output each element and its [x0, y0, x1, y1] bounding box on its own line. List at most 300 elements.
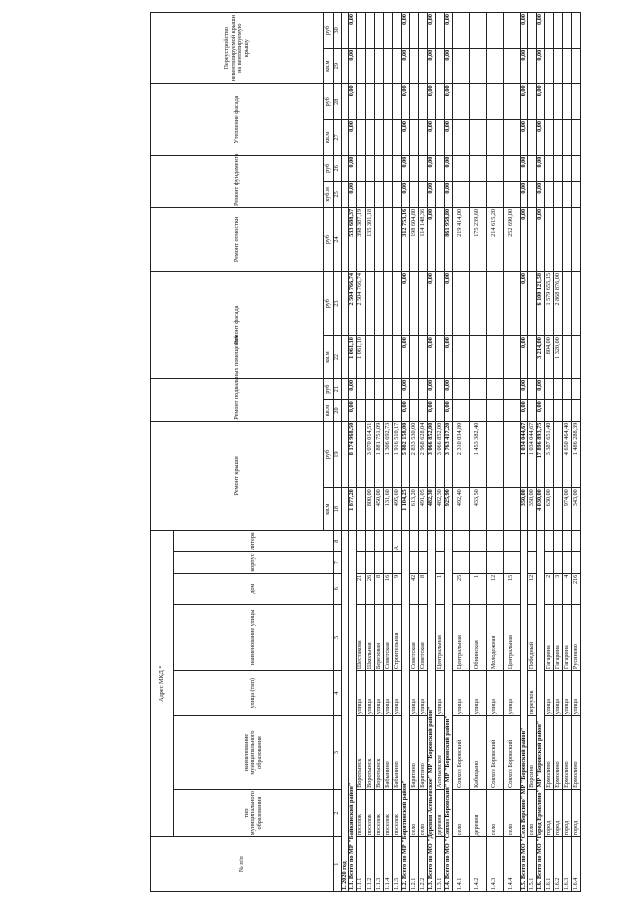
header-street-type: улица (тип): [174, 671, 334, 716]
table-cell: 0,00: [428, 155, 436, 181]
table-cell: улица: [503, 671, 520, 716]
table-cell: [486, 530, 503, 551]
table-cell: 0,00: [402, 181, 410, 207]
table-cell: [452, 181, 469, 207]
table-cell: 0,00: [537, 84, 545, 120]
table-cell: Бабынино: [393, 716, 402, 790]
table-cell: 482,30: [428, 488, 436, 531]
table-cell: [528, 552, 537, 573]
table-cell: 0,00: [349, 400, 357, 421]
table-cell: Барятино: [409, 716, 418, 790]
column-number: 8: [334, 530, 342, 551]
table-cell: [469, 378, 486, 399]
table-cell: 0,00: [428, 336, 436, 379]
table-cell: 1.3.1: [435, 837, 444, 892]
column-number: 25: [334, 181, 342, 207]
table-cell: [503, 421, 520, 488]
table-cell: [553, 181, 562, 207]
table-cell: 1.6.1: [544, 837, 553, 892]
table-cell: 1 061,10: [356, 336, 365, 379]
table-cell: Центральная: [503, 604, 520, 671]
table-cell: поселок: [365, 789, 374, 837]
table-cell: [374, 13, 383, 49]
table-row: [544, 13, 553, 892]
table-cell: 3 070 014,51: [365, 421, 374, 488]
table-row: [486, 13, 503, 892]
table-cell: 219 414,00: [452, 207, 469, 271]
table-cell: 491,05: [419, 488, 428, 531]
table-cell: [384, 378, 393, 399]
column-number: 18: [334, 488, 342, 531]
unit-facade-rub: руб: [324, 272, 334, 336]
table-cell: 198 604,80: [409, 207, 418, 271]
table-cell: [563, 378, 572, 399]
table-cell: [409, 530, 418, 551]
table-cell: 0,00: [445, 155, 453, 181]
section-title: 1.4. Всего по МО "Совхоз Боровский" МР "Боровский район": [445, 530, 453, 891]
table-cell: [384, 84, 393, 120]
table-cell: [365, 120, 374, 156]
column-number: 6: [334, 573, 342, 604]
table-cell: [572, 207, 581, 271]
table-cell: 16: [384, 573, 393, 604]
table-row: [384, 13, 393, 892]
table-cell: село: [503, 789, 520, 837]
table-cell: 135 301,18: [365, 207, 374, 271]
table-row: [553, 13, 562, 892]
table-cell: [563, 336, 572, 379]
table-cell: [365, 48, 374, 84]
column-number: 26: [334, 155, 342, 181]
table-cell: 1 486 288,39: [572, 421, 581, 488]
column-number: 3: [334, 716, 342, 790]
table-cell: 26: [365, 573, 374, 604]
table-cell: улица: [469, 671, 486, 716]
table-cell: [503, 400, 520, 421]
table-cell: [356, 48, 365, 84]
table-cell: 175 239,60: [469, 207, 486, 271]
table-cell: 1 306 692,73: [384, 421, 393, 488]
table-cell: 2 504 766,74: [349, 272, 357, 336]
table-cell: [572, 336, 581, 379]
table-cell: 1.1.1: [356, 837, 365, 892]
table-cell: [384, 336, 393, 379]
table-cell: 12: [528, 573, 537, 604]
table-cell: [365, 272, 374, 336]
table-cell: поселок: [356, 789, 365, 837]
table-cell: 131,60: [384, 488, 393, 531]
unit-basement-rub: руб: [324, 378, 334, 399]
table-cell: 1.6.3: [563, 837, 572, 892]
table-cell: Победный: [528, 604, 537, 671]
table-cell: 21: [356, 573, 365, 604]
table-cell: [563, 552, 572, 573]
table-row: [469, 13, 486, 892]
header-row-no: № п/п: [151, 837, 334, 892]
table-cell: Гагарина: [563, 604, 572, 671]
header-house: дом: [174, 573, 334, 604]
table-cell: 0,00: [520, 181, 528, 207]
table-cell: [503, 120, 520, 156]
table-cell: 1.1.3: [374, 837, 383, 892]
table-cell: [572, 272, 581, 336]
table-cell: [469, 552, 486, 573]
table-cell: [469, 181, 486, 207]
table-cell: 482,30: [435, 488, 444, 531]
table-cell: [486, 552, 503, 573]
table-body: [341, 13, 581, 892]
table-cell: [503, 530, 520, 551]
table-cell: [384, 400, 393, 421]
table-cell: улица: [384, 671, 393, 716]
table-cell: [374, 530, 383, 551]
table-cell: [469, 530, 486, 551]
table-cell: деревня: [435, 789, 444, 837]
table-cell: [384, 272, 393, 336]
table-cell: [452, 378, 469, 399]
table-cell: [503, 378, 520, 399]
table-cell: [503, 84, 520, 120]
table-cell: [553, 488, 562, 531]
table-cell: [572, 120, 581, 156]
table-cell: 0,00: [402, 272, 410, 336]
table-cell: 8 174 968,50: [349, 421, 357, 488]
table-cell: 3 387 651,40: [544, 421, 553, 488]
table-cell: [563, 530, 572, 551]
table-cell: 0,00: [349, 48, 357, 84]
table-cell: село: [452, 789, 469, 837]
table-cell: [356, 120, 365, 156]
table-cell: [356, 488, 365, 531]
table-cell: 0,00: [402, 378, 410, 399]
column-number: 22: [334, 336, 342, 379]
table-cell: 252 690,00: [503, 207, 520, 271]
table-cell: 2 504 766,74: [356, 272, 365, 336]
table-cell: 42: [409, 573, 418, 604]
table-cell: [374, 207, 383, 271]
table-row: [563, 13, 572, 892]
table-cell: Воротынск: [356, 716, 365, 790]
table-cell: [365, 13, 374, 49]
table-cell: [486, 400, 503, 421]
table-cell: улица: [486, 671, 503, 716]
table-cell: [356, 400, 365, 421]
table-cell: 0,00: [520, 120, 528, 156]
table-cell: улица: [374, 671, 383, 716]
table-cell: поселок: [384, 789, 393, 837]
table-cell: 0,00: [537, 13, 545, 49]
table-cell: 0,00: [520, 207, 528, 271]
table-cell: 312 753,16: [402, 207, 410, 271]
table-cell: 1 579 655,15: [544, 272, 553, 336]
column-number: 21: [334, 378, 342, 399]
table-row: [452, 13, 469, 892]
table-cell: улица: [409, 671, 418, 716]
table-cell: [553, 48, 562, 84]
table-cell: город: [553, 789, 562, 837]
table-cell: 4: [563, 573, 572, 604]
table-cell: [544, 48, 553, 84]
table-cell: Советская: [419, 604, 428, 671]
table-cell: поселок: [393, 789, 402, 837]
table-cell: 4 650 464,40: [563, 421, 572, 488]
table-cell: [486, 13, 503, 49]
table-cell: А: [393, 530, 402, 551]
table-cell: 0,00: [537, 378, 545, 399]
table-row: [572, 13, 581, 892]
header-foundation: Ремонт фундамента: [151, 155, 324, 207]
table-cell: 1 034 044,67: [528, 421, 537, 488]
table-cell: 1 061,10: [349, 336, 357, 379]
table-cell: 0,00: [428, 120, 436, 156]
table-cell: [419, 530, 428, 551]
table-cell: 0,00: [428, 378, 436, 399]
table-cell: [452, 48, 469, 84]
table-cell: 0,00: [428, 48, 436, 84]
table-cell: [553, 120, 562, 156]
table-cell: 0,00: [349, 84, 357, 120]
table-cell: 17 896 893,75: [537, 421, 545, 488]
table-cell: 0,00: [520, 13, 528, 49]
column-number: 30: [334, 13, 342, 49]
table-cell: 8: [419, 573, 428, 604]
header-address-group: Адрес МКД *: [151, 530, 174, 836]
table-cell: 0,00: [428, 84, 436, 120]
table-cell: [469, 336, 486, 379]
table-cell: 350,00: [528, 488, 537, 531]
unit-foundation-rub: руб: [324, 155, 334, 181]
table-cell: улица: [356, 671, 365, 716]
section-title: 1.1. Всего по МР "Байкинский район": [349, 530, 357, 891]
table-cell: [544, 378, 553, 399]
table-cell: [365, 181, 374, 207]
table-cell: Березовая: [374, 604, 383, 671]
table-cell: 8: [374, 573, 383, 604]
table-cell: [435, 552, 444, 573]
table-cell: улица: [365, 671, 374, 716]
table-cell: [409, 400, 418, 421]
header-settlement-type: тип муниципального образования: [174, 789, 334, 837]
table-cell: [384, 552, 393, 573]
table-cell: село: [486, 789, 503, 837]
table-cell: [374, 336, 383, 379]
table-cell: 0,00: [428, 272, 436, 336]
table-cell: Советская: [384, 604, 393, 671]
table-cell: [563, 48, 572, 84]
table-cell: 350,00: [520, 488, 528, 531]
table-cell: [503, 181, 520, 207]
table-cell: [384, 120, 393, 156]
table-cell: Кабицыно: [469, 716, 486, 790]
column-number: 1: [334, 837, 342, 892]
section-title: 1. 2020 год: [341, 530, 349, 891]
table-cell: 0,00: [445, 84, 453, 120]
table-cell: [563, 400, 572, 421]
header-blind-area: Ремонт отмостки: [151, 207, 324, 271]
column-number: 29: [334, 48, 342, 84]
table-cell: [409, 378, 418, 399]
table-cell: [544, 155, 553, 181]
unit-roof-rub: руб: [324, 421, 334, 488]
table-row: [356, 13, 365, 892]
table-cell: [384, 48, 393, 84]
table-cell: Ермолино: [553, 716, 562, 790]
table-cell: [544, 84, 553, 120]
table-cell: 0,00: [520, 336, 528, 379]
table-cell: [486, 120, 503, 156]
section-title: 1.3. Всего по МО "Деревня Асеньевское" МР "Боровский район": [428, 530, 436, 891]
table-cell: [553, 13, 562, 49]
table-cell: 0,00: [349, 13, 357, 49]
table-cell: 0,00: [349, 378, 357, 399]
table-cell: Барятино: [419, 716, 428, 790]
table-cell: [452, 400, 469, 421]
table-cell: [563, 120, 572, 156]
table-cell: [553, 421, 562, 488]
table-cell: [384, 530, 393, 551]
table-cell: 0,00: [402, 155, 410, 181]
table-cell: 0,00: [445, 378, 453, 399]
table-cell: 1.4.3: [486, 837, 503, 892]
table-cell: 3 066 852,00: [435, 421, 444, 488]
table-cell: [553, 378, 562, 399]
table-cell: [409, 120, 418, 156]
table-cell: 450,00: [374, 488, 383, 531]
table-cell: 114 148,36: [419, 207, 428, 271]
table-cell: Молодежная: [486, 604, 503, 671]
column-number: 28: [334, 84, 342, 120]
section-total-row: [402, 13, 410, 892]
table-cell: [409, 84, 418, 120]
table-cell: 1 881 751,09: [374, 421, 383, 488]
table-cell: 0,00: [402, 400, 410, 421]
table-cell: 0,00: [537, 207, 545, 271]
table-cell: 0,00: [520, 272, 528, 336]
table-cell: 0,00: [445, 48, 453, 84]
table-cell: Школьная: [365, 604, 374, 671]
table-cell: [544, 552, 553, 573]
unit-conversion-sqm: кв.м: [324, 48, 334, 84]
table-cell: 25: [452, 573, 469, 604]
table-cell: 4 030,00: [537, 488, 545, 531]
table-cell: [452, 272, 469, 336]
table-cell: [572, 378, 581, 399]
table-cell: 0,00: [445, 272, 453, 336]
column-number: 24: [334, 207, 342, 271]
table-cell: [365, 336, 374, 379]
table-cell: [503, 488, 520, 531]
table-cell: [374, 48, 383, 84]
table-cell: город: [544, 789, 553, 837]
table-cell: 0,00: [520, 155, 528, 181]
table-cell: 1 104,25: [402, 488, 410, 531]
table-cell: [409, 336, 418, 379]
table-cell: [486, 378, 503, 399]
table-cell: 0,00: [402, 84, 410, 120]
table-cell: [563, 272, 572, 336]
column-number: 2: [334, 789, 342, 837]
header-building: корпус: [174, 552, 334, 573]
table-cell: Бабынино: [384, 716, 393, 790]
table-cell: [486, 488, 503, 531]
table-cell: 0,00: [537, 155, 545, 181]
table-cell: 1.4.1: [452, 837, 469, 892]
table-cell: Шестакова: [356, 604, 365, 671]
table-cell: 3: [553, 573, 562, 604]
document-sheet: [150, 12, 620, 892]
table-cell: улица: [572, 671, 581, 716]
table-cell: [374, 378, 383, 399]
header-settlement-name: наименование муниципального образования: [174, 716, 334, 790]
table-cell: [365, 84, 374, 120]
table-cell: 398 387,19: [356, 207, 365, 271]
table-cell: 1.1.4: [384, 837, 393, 892]
table-cell: 1.1.5: [393, 837, 402, 892]
table-cell: 2: [544, 573, 553, 604]
table-cell: [393, 552, 402, 573]
table-cell: [563, 84, 572, 120]
table-cell: 0,00: [402, 13, 410, 49]
table-cell: [409, 552, 418, 573]
table-cell: Гагарина: [553, 604, 562, 671]
column-number: 19: [334, 421, 342, 488]
table-cell: 0,00: [402, 48, 410, 84]
table-cell: [356, 155, 365, 181]
table-cell: [572, 552, 581, 573]
table-cell: 1 916 510,17: [393, 421, 402, 488]
table-cell: 1 034 044,67: [520, 421, 528, 488]
table-cell: [572, 13, 581, 49]
table-cell: Строительная: [393, 604, 402, 671]
table-cell: [452, 336, 469, 379]
table-cell: [544, 530, 553, 551]
table-cell: [486, 84, 503, 120]
table-cell: Совхоз Боровский: [486, 716, 503, 790]
table-cell: [365, 552, 374, 573]
unit-facade-sqm: кв.м: [324, 336, 334, 379]
table-cell: [469, 400, 486, 421]
table-cell: [563, 181, 572, 207]
table-cell: 3 066 852,00: [428, 421, 436, 488]
table-cell: 15: [503, 573, 520, 604]
unit-basement-sqm: кв.м: [324, 400, 334, 421]
table-cell: 1.2.2: [419, 837, 428, 892]
table-cell: [409, 155, 418, 181]
table-cell: [356, 421, 365, 488]
table-cell: Русиново: [572, 604, 581, 671]
table-cell: [365, 155, 374, 181]
section-total-row: [349, 13, 357, 892]
header-facade: Ремонт фасада: [151, 272, 324, 379]
table-cell: 0,00: [445, 181, 453, 207]
table-cell: улица: [452, 671, 469, 716]
table-cell: [374, 400, 383, 421]
section-total-row: [445, 13, 453, 892]
table-cell: 0,00: [402, 336, 410, 379]
table-cell: [365, 530, 374, 551]
table-cell: 0,00: [520, 378, 528, 399]
table-cell: Асеньевское: [435, 716, 444, 790]
table-cell: Ермолино: [572, 716, 581, 790]
table-cell: [374, 155, 383, 181]
table-cell: [452, 530, 469, 551]
table-cell: [553, 530, 562, 551]
table-cell: [384, 155, 393, 181]
table-cell: Обнинская: [469, 604, 486, 671]
table-cell: 861 958,80: [445, 207, 453, 271]
table-cell: [553, 155, 562, 181]
table-cell: 343,00: [572, 488, 581, 531]
